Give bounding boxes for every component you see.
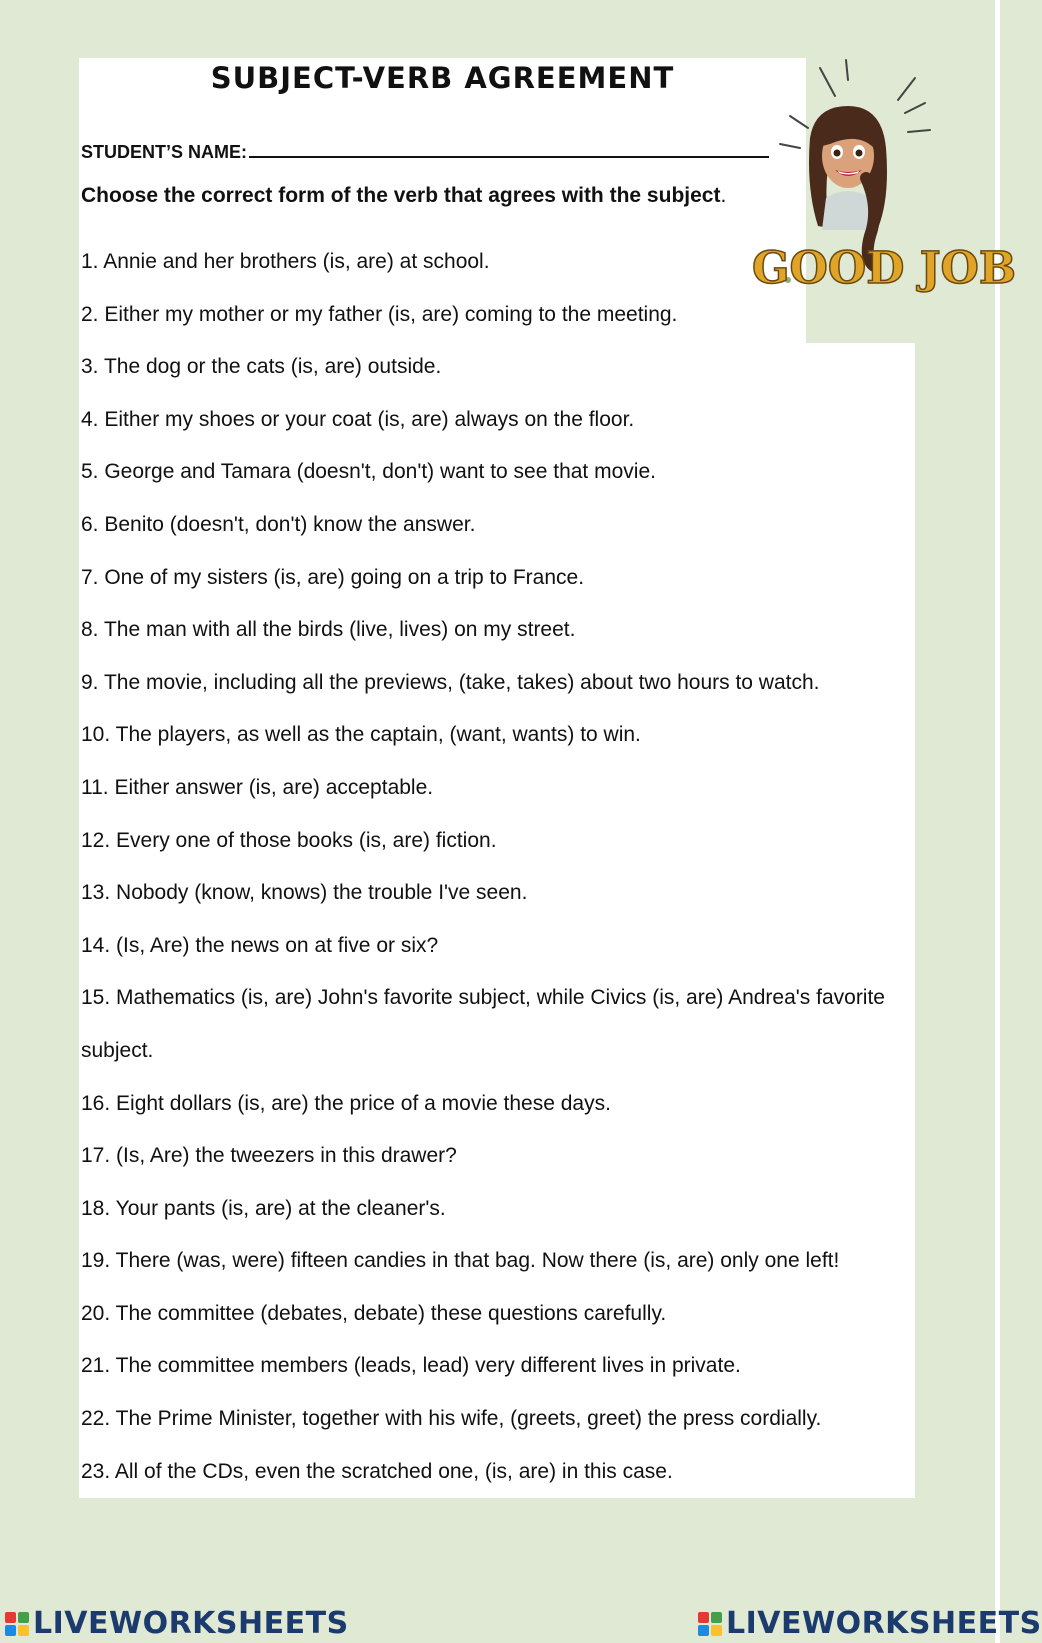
question-item: 3. The dog or the cats (is, are) outside.: [81, 355, 442, 379]
question-item: 22. The Prime Minister, together with his wife, (greets, greet) the press cordially.: [81, 1407, 822, 1431]
question-item: 15. Mathematics (is, are) John's favorite subject, while Civics (is, are) Andrea's favorite subject.: [81, 986, 885, 1062]
instructions: [81, 184, 726, 208]
question-item: 20. The committee (debates, debate) these questions carefully.: [81, 1301, 667, 1325]
instructions-period: .: [720, 184, 727, 207]
question-item: 9. The movie, including all the previews, (take, takes) about two hours to watch.: [81, 670, 820, 694]
worksheet-title: SUBJECT-VERB AGREEMENT: [210, 61, 675, 95]
question-item: 21. The committee members (leads, lead) very different lives in private.: [81, 1354, 741, 1378]
question-item: 12. Every one of those books (is, are) fiction.: [81, 828, 497, 852]
bitmoji-avatar-icon: [770, 58, 995, 348]
watermark-right: [698, 1606, 1042, 1641]
question-item: 13. Nobody (know, knows) the trouble I've seen.: [81, 881, 528, 905]
student-name-row: [81, 140, 769, 163]
student-name-blank[interactable]: [249, 140, 769, 158]
question-item: 6. Benito (doesn't, don't) know the answer.: [81, 512, 476, 536]
good-job-badge: [770, 58, 995, 348]
question-item: 7. One of my sisters (is, are) going on a trip to France.: [81, 565, 585, 589]
good-job-label: GOOD JOB: [751, 243, 1017, 294]
question-item: 8. The man with all the birds (live, lives) on my street.: [81, 618, 576, 642]
watermark-left: [5, 1606, 349, 1641]
question-item: 18. Your pants (is, are) at the cleaner's.: [81, 1196, 446, 1220]
question-item: 23. All of the CDs, even the scratched one, (is, are) in this case.: [81, 1459, 673, 1483]
question-item: 5. George and Tamara (doesn't, don't) want to see that movie.: [81, 460, 656, 484]
good-job-text-icon: [751, 238, 1017, 298]
liveworksheets-logo-icon: [5, 1612, 29, 1636]
watermark-text: LIVEWORKSHEETS: [33, 1606, 349, 1641]
question-item: 2. Either my mother or my father (is, are) coming to the meeting.: [81, 302, 678, 326]
question-list: [81, 236, 911, 1498]
question-item: 11. Either answer (is, are) acceptable.: [81, 775, 434, 799]
question-item: 17. (Is, Are) the tweezers in this drawer?: [81, 1144, 457, 1168]
student-name-label: STUDENT’S NAME:: [81, 142, 247, 162]
question-item: 10. The players, as well as the captain, (want, wants) to win.: [81, 723, 641, 747]
question-item: 4. Either my shoes or your coat (is, are) always on the floor.: [81, 407, 635, 431]
instructions-text: Choose the correct form of the verb that agrees with the subject: [81, 184, 721, 207]
question-item: 14. (Is, Are) the news on at five or six?: [81, 933, 439, 957]
question-item: 19. There (was, were) fifteen candies in that bag. Now there (is, are) only one left!: [81, 1249, 840, 1273]
question-item: 1. Annie and her brothers (is, are) at school.: [81, 250, 490, 273]
liveworksheets-logo-icon: [698, 1612, 722, 1636]
question-item: 16. Eight dollars (is, are) the price of a movie these days.: [81, 1091, 611, 1115]
watermark-text: LIVEWORKSHEETS: [726, 1606, 1042, 1641]
